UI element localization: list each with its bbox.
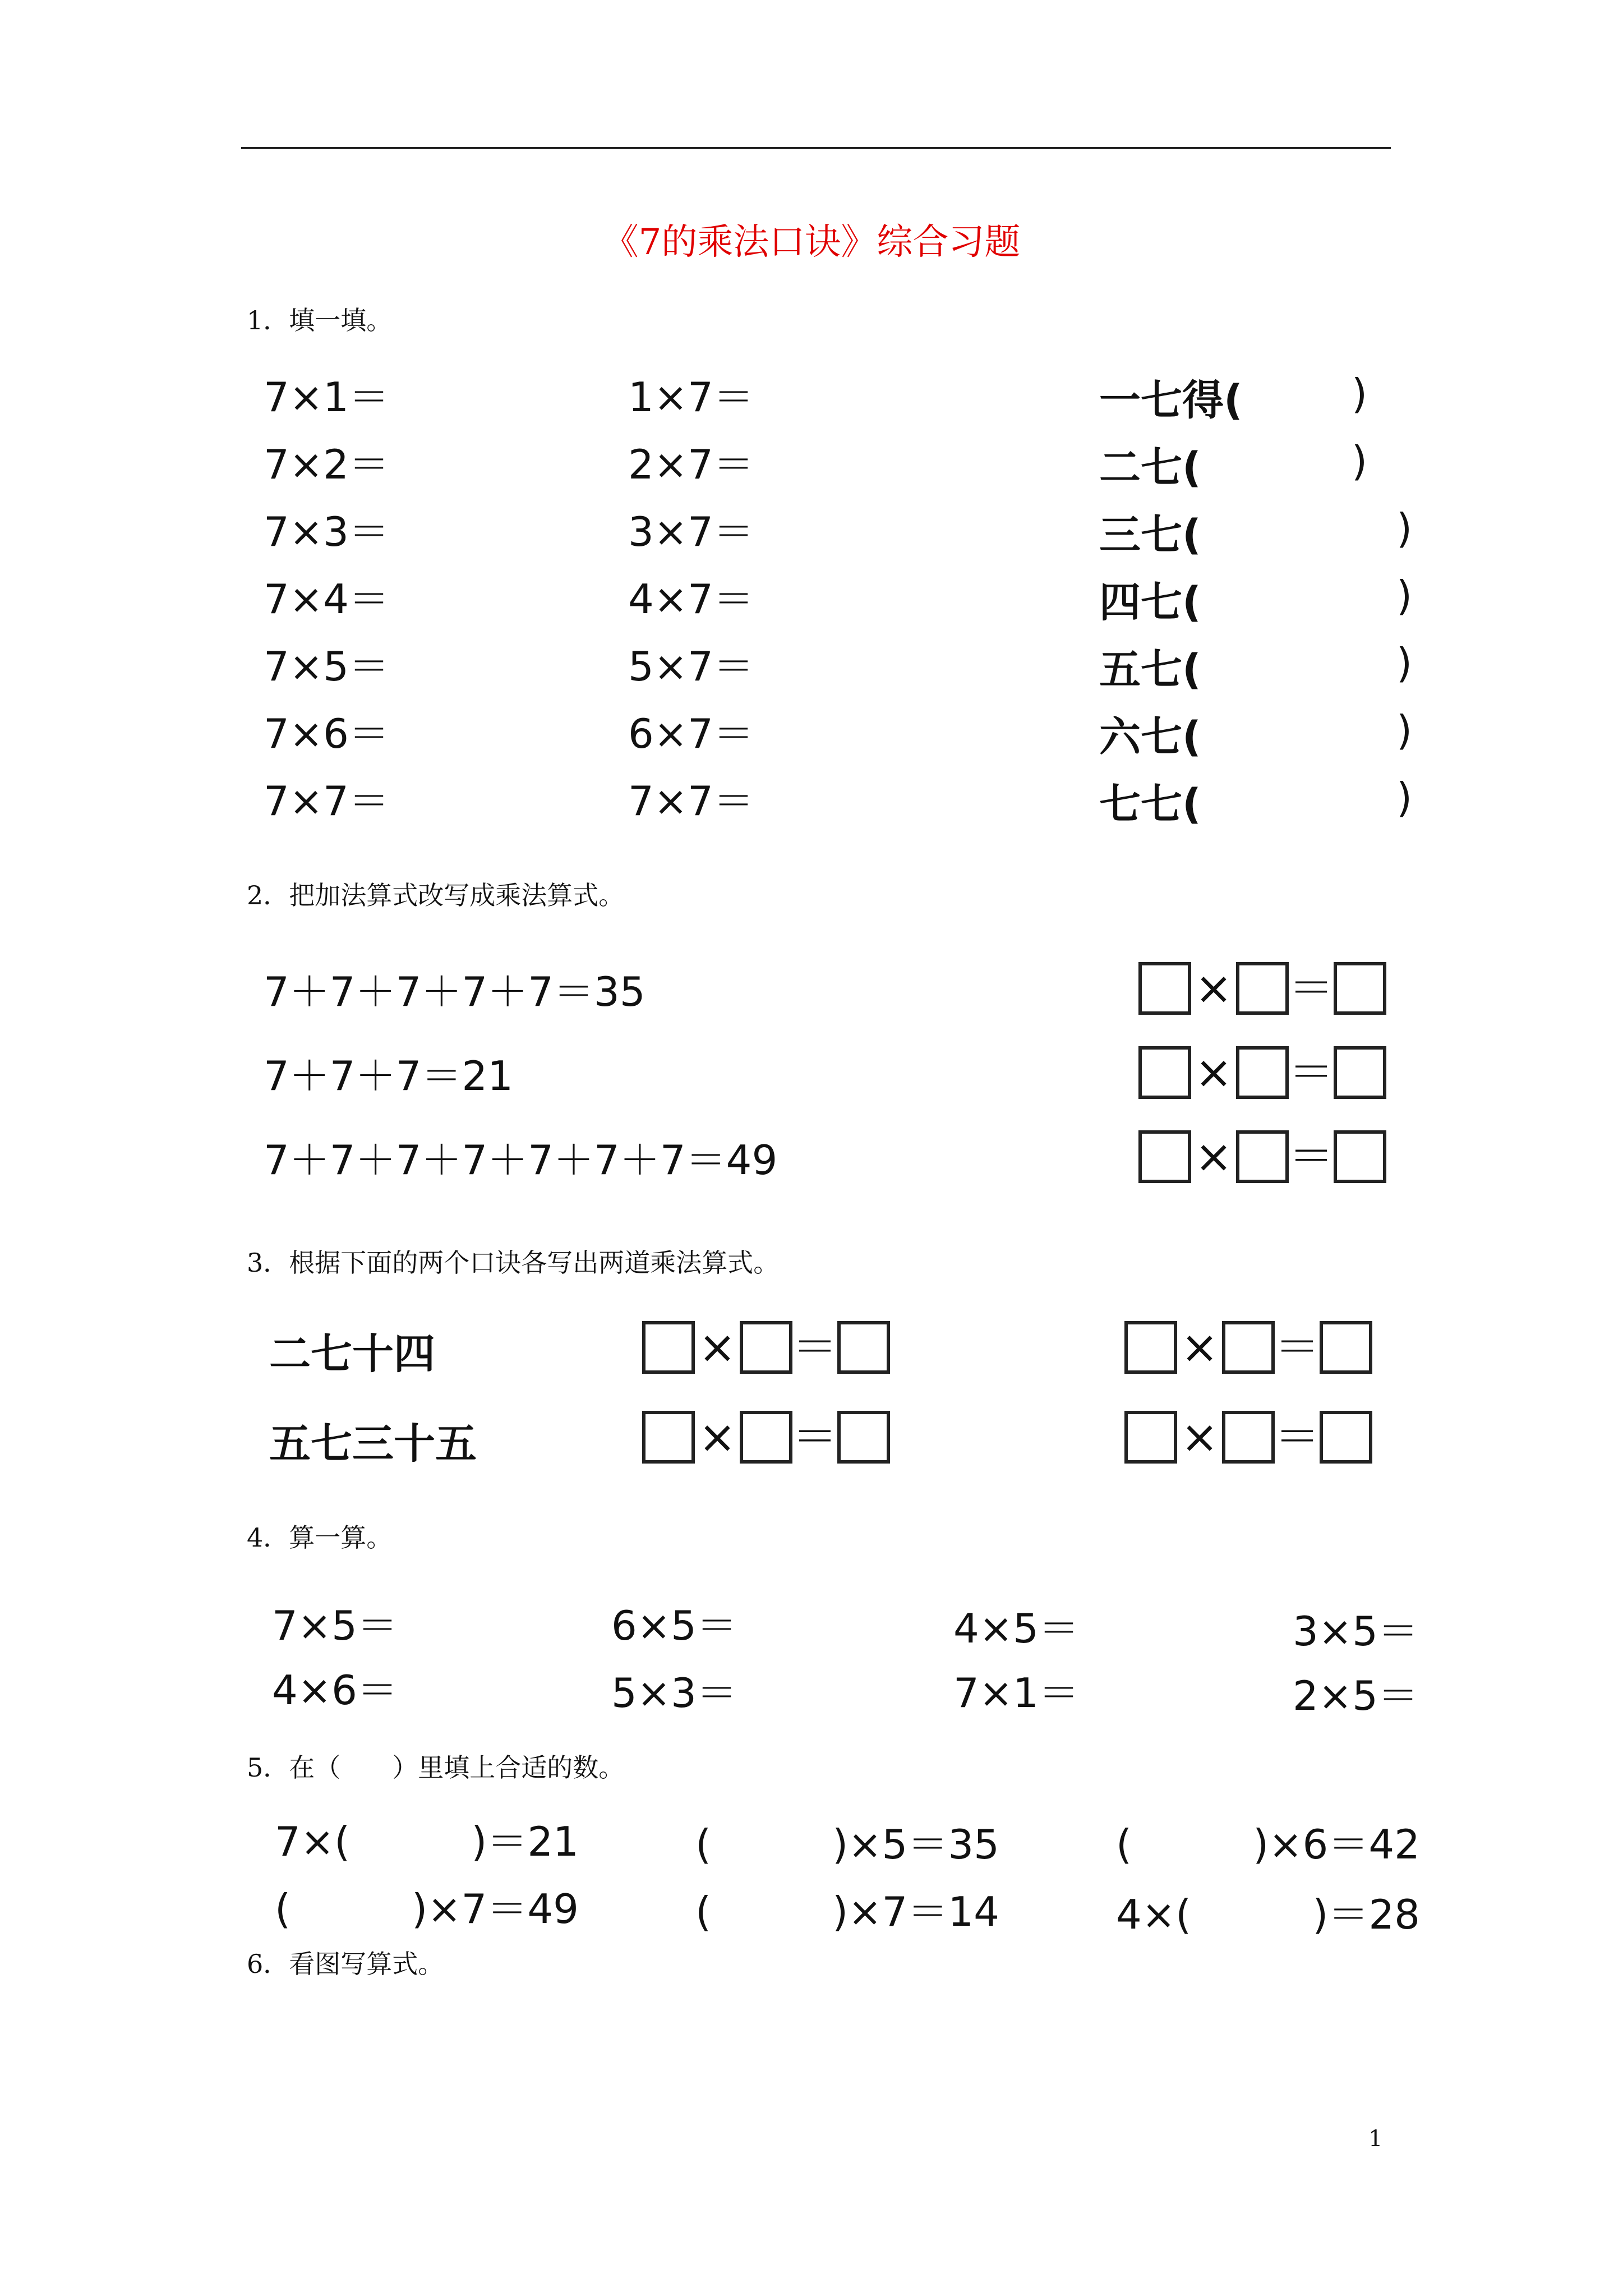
q1-col1-item: 7×4＝ bbox=[264, 576, 389, 623]
q4-item: 2×5＝ bbox=[1293, 1672, 1418, 1719]
q4-item: 3×5＝ bbox=[1293, 1608, 1418, 1655]
q2-answer-boxes: × ＝ bbox=[1138, 962, 1386, 1015]
q5-item: 7×( )＝21 bbox=[275, 1818, 579, 1865]
q1-col1-item: 7×3＝ bbox=[264, 508, 389, 555]
q4-item: 6×5＝ bbox=[611, 1602, 737, 1649]
page-number: 1 bbox=[1368, 2126, 1383, 2152]
answer-box[interactable] bbox=[740, 1411, 792, 1464]
answer-box[interactable] bbox=[1320, 1321, 1372, 1374]
q1-col2-item: 2×7＝ bbox=[628, 441, 754, 488]
q2-addition: 7＋7＋7＋7＋7＋7＋7＝49 bbox=[264, 1137, 778, 1184]
q2-answer-boxes: × ＝ bbox=[1138, 1046, 1386, 1099]
q5-item: ( )×5＝35 bbox=[695, 1821, 999, 1868]
answer-box[interactable] bbox=[642, 1321, 695, 1374]
q1-heading: 1．填一填。 bbox=[247, 305, 393, 335]
answer-box[interactable] bbox=[1334, 962, 1386, 1015]
answer-box[interactable] bbox=[1222, 1321, 1275, 1374]
q1-col2-item: 5×7＝ bbox=[628, 643, 754, 690]
q2-addition: 7＋7＋7＝21 bbox=[264, 1052, 514, 1099]
q5-item: ( )×6＝42 bbox=[1116, 1821, 1420, 1868]
q1-col3-item: 四七( bbox=[1099, 578, 1201, 627]
q1-col2-item: 6×7＝ bbox=[628, 710, 754, 757]
q3-heading: 3．根据下面的两个口诀各写出两道乘法算式。 bbox=[247, 1248, 780, 1278]
q5-item: 4×( )＝28 bbox=[1116, 1891, 1420, 1938]
answer-box[interactable] bbox=[1320, 1411, 1372, 1464]
q6-heading: 6．看图写算式。 bbox=[247, 1949, 444, 1979]
q1-col3-item: 七七( bbox=[1099, 780, 1201, 829]
q1-col2-item: 7×7＝ bbox=[628, 777, 754, 825]
q1-col3-item: 一七得( bbox=[1099, 376, 1243, 425]
q4-heading: 4．算一算。 bbox=[247, 1522, 393, 1553]
answer-box[interactable] bbox=[1124, 1321, 1177, 1374]
q3-koujue: 五七三十五 bbox=[269, 1420, 477, 1468]
answer-box[interactable] bbox=[837, 1411, 890, 1464]
q1-col3-item: 二七( bbox=[1099, 444, 1201, 492]
header-rule bbox=[241, 147, 1391, 149]
q1-col3-item: 六七( bbox=[1099, 713, 1201, 761]
q4-item: 4×6＝ bbox=[272, 1667, 398, 1714]
page-title: 《7的乘法口诀》综合习题 bbox=[602, 222, 1021, 263]
q1-close-paren: ) bbox=[1396, 572, 1413, 619]
answer-box[interactable] bbox=[1124, 1411, 1177, 1464]
q4-item: 4×5＝ bbox=[953, 1605, 1079, 1652]
answer-box[interactable] bbox=[1222, 1411, 1275, 1464]
q5-item: ( )×7＝14 bbox=[695, 1888, 999, 1935]
q1-col3-item: 三七( bbox=[1099, 511, 1201, 559]
answer-box[interactable] bbox=[837, 1321, 890, 1374]
q3-answer-boxes: × ＝ bbox=[642, 1321, 890, 1374]
answer-box[interactable] bbox=[1138, 1046, 1191, 1099]
q1-close-paren: ) bbox=[1396, 707, 1413, 754]
q2-addition: 7＋7＋7＋7＋7＝35 bbox=[264, 968, 645, 1015]
answer-box[interactable] bbox=[1236, 962, 1289, 1015]
q1-col3-item: 五七( bbox=[1099, 646, 1201, 694]
q1-col1-item: 7×6＝ bbox=[264, 710, 389, 757]
q1-col2-item: 3×7＝ bbox=[628, 508, 754, 555]
q1-col1-item: 7×2＝ bbox=[264, 441, 389, 488]
q2-heading: 2．把加法算式改写成乘法算式。 bbox=[247, 880, 625, 910]
answer-box[interactable] bbox=[1138, 962, 1191, 1015]
answer-box[interactable] bbox=[642, 1411, 695, 1464]
q3-answer-boxes: × ＝ bbox=[642, 1411, 890, 1464]
q1-col1-item: 7×5＝ bbox=[264, 643, 389, 690]
q4-item: 7×5＝ bbox=[272, 1602, 398, 1649]
answer-box[interactable] bbox=[740, 1321, 792, 1374]
answer-box[interactable] bbox=[1236, 1130, 1289, 1183]
q4-item: 5×3＝ bbox=[611, 1669, 737, 1717]
q1-col1-item: 7×1＝ bbox=[264, 374, 389, 421]
q1-col2-item: 1×7＝ bbox=[628, 374, 754, 421]
q1-close-paren: ) bbox=[1352, 370, 1368, 417]
q5-heading: 5．在（ ）里填上合适的数。 bbox=[247, 1752, 625, 1783]
q3-answer-boxes: × ＝ bbox=[1124, 1321, 1372, 1374]
q1-close-paren: ) bbox=[1396, 774, 1413, 821]
q1-close-paren: ) bbox=[1396, 639, 1413, 687]
answer-box[interactable] bbox=[1334, 1130, 1386, 1183]
q1-col2-item: 4×7＝ bbox=[628, 576, 754, 623]
q1-col1-item: 7×7＝ bbox=[264, 777, 389, 825]
q2-answer-boxes: × ＝ bbox=[1138, 1130, 1386, 1183]
answer-box[interactable] bbox=[1236, 1046, 1289, 1099]
answer-box[interactable] bbox=[1138, 1130, 1191, 1183]
q4-item: 7×1＝ bbox=[953, 1669, 1079, 1717]
q3-koujue: 二七十四 bbox=[269, 1330, 435, 1378]
q5-item: ( )×7＝49 bbox=[275, 1885, 579, 1932]
q1-close-paren: ) bbox=[1352, 438, 1368, 485]
answer-box[interactable] bbox=[1334, 1046, 1386, 1099]
q1-close-paren: ) bbox=[1396, 505, 1413, 552]
q3-answer-boxes: × ＝ bbox=[1124, 1411, 1372, 1464]
